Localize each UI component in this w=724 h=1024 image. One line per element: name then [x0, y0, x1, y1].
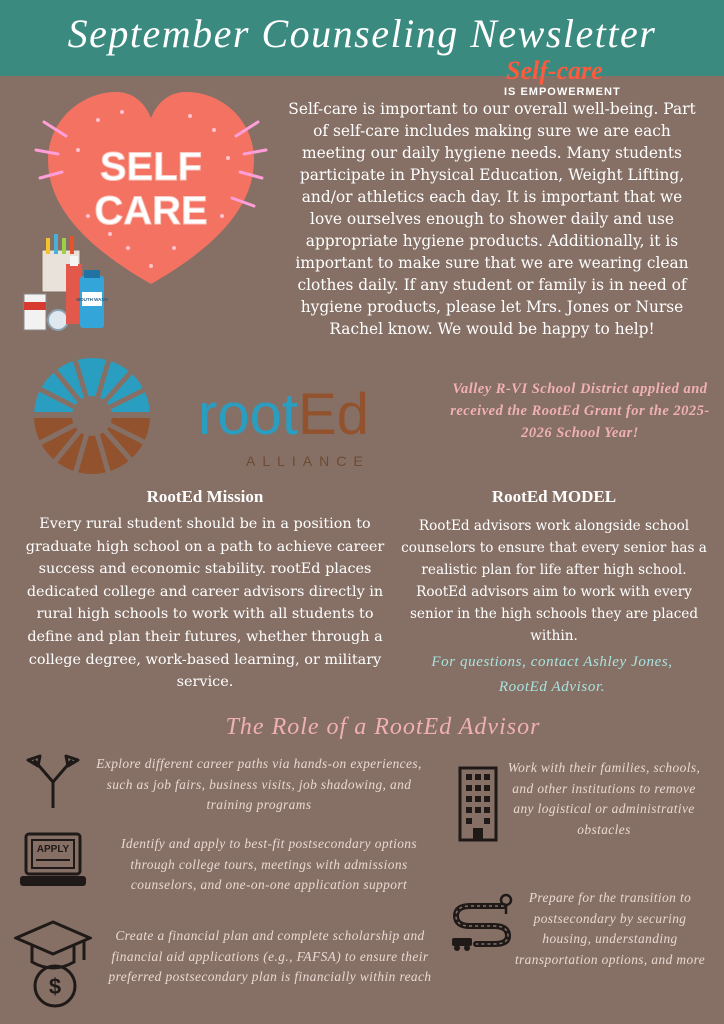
graduation-money-icon: [14, 918, 92, 1010]
role-item-identify: Identify and apply to best-fit postsecondary options through college tours, meetings with admissions counselors, and one-on-one application support: [120, 836, 417, 893]
role-item-transition: Prepare for the transition to postsecondary by securing housing, understanding transportation options, and more: [514, 890, 706, 967]
toiletries-icon: [24, 234, 108, 330]
self-care-badge: [500, 56, 640, 100]
badge-script: Self-care: [506, 56, 603, 85]
apply-laptop-icon: [18, 832, 88, 890]
apply-label: APPLY: [36, 844, 70, 855]
badge-subtitle: IS EMPOWERMENT: [504, 86, 621, 98]
mission-paragraph: Every rural student should be in a position to graduate high school on a path to achieve career success and economic stability. rootEd places dedicated college and career advisors directly in rural high schools to work with all students to define and plan their futures, whether through a college degree, work-based learning, or military service.: [25, 516, 385, 691]
svg-text:$: $: [48, 974, 62, 999]
heart-text-care: CARE: [94, 189, 208, 233]
grant-announcement: Valley R-VI School District applied and received the RootEd Grant for the 2025-2026 School Year!: [450, 381, 710, 441]
role-item-explore: Explore different career paths via hands-on experiences, such as job fairs, business visits, job shadowing, and training programs: [96, 756, 422, 813]
logo-text-root: root: [198, 382, 298, 447]
route-car-icon: [450, 892, 514, 952]
role-item-families: Work with their families, schools, and other institutions to remove any logistical or administrative obstacles: [507, 760, 701, 837]
heart-text-self: SELF: [99, 145, 203, 189]
fork-arrow-icon: [22, 750, 84, 812]
self-care-paragraph: Self-care is important to our overall well-being. Part of self-care includes making sure we are each meeting our daily hygiene needs. Many students participate in Physical Education, Weight Lifting, and/or athletics each day. It is important that we love ourselves enough to shower daily and use appropriate hygiene products. Additionally, it is important to make sure that we are wearing clean clothes daily. If any student or family is in need of hygiene products, please let Mrs. Jones or Nurse Rachel know. We would be happy to help!: [288, 100, 696, 338]
self-care-heart-illustration: [18, 88, 284, 338]
contact-info: For questions, contact Ashley Jones, RootEd Advisor.: [431, 654, 673, 695]
role-section-title: The Role of a RootEd Advisor: [225, 714, 541, 740]
role-item-financial-plan: Create a financial plan and complete scholarship and financial aid applications (e.g., FAFSA) to ensure their preferred postsecondary plan is financially within reach: [108, 928, 432, 985]
svg-text:rootEd: [198, 382, 369, 447]
model-paragraph: RootEd advisors work alongside school counselors to ensure that every senior has a realistic plan for life after high school. RootEd advisors aim to work with every senior in the high schools they are placed within.: [401, 518, 707, 644]
mouthwash-label: MOUTH WASH: [76, 297, 108, 302]
logo-text-alliance: ALLIANCE: [246, 453, 370, 469]
newsletter-title: September Counseling Newsletter: [67, 11, 657, 56]
rooted-alliance-logo: [18, 356, 438, 476]
logo-text-ed: Ed: [297, 382, 369, 447]
mission-title: RootEd Mission: [146, 487, 264, 506]
model-title: RootEd MODEL: [491, 487, 617, 506]
building-icon: [458, 764, 498, 842]
